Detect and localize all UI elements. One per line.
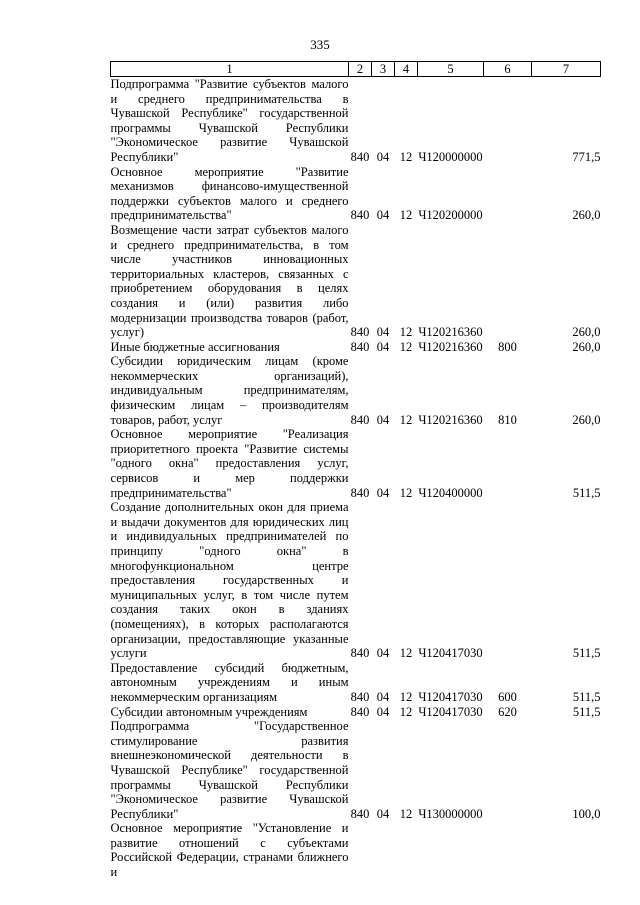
row-name: Подпрограмма "Развитие субъектов малого и среднего предпринимательства в Чувашской Республике" государственной программы Чувашской Республики "Экономическое развитие Чувашской Республики"	[110, 77, 349, 164]
table-row	[111, 719, 601, 821]
row-section: 04	[376, 325, 390, 340]
row-target-article: Ч120216360	[418, 412, 483, 427]
row-expense-type	[484, 77, 532, 165]
row-expense-type	[484, 719, 532, 821]
row-ministry-code: 840	[350, 689, 370, 704]
header-col-4: 4	[395, 62, 418, 77]
row-subsection: 12	[399, 646, 413, 661]
row-section: 04	[376, 412, 390, 427]
row-expense-type	[484, 223, 532, 340]
header-col-3: 3	[372, 62, 395, 77]
row-target-article: Ч120000000	[418, 149, 483, 164]
row-section: 04	[376, 646, 390, 661]
row-amount: 511,5	[572, 646, 601, 661]
row-name: Основное мероприятие "Развитие механизмов финансово-имущественной поддержки субъектов малого и среднего предпринимательства"	[110, 164, 349, 223]
table-row	[111, 223, 601, 340]
row-target-article: Ч120216360	[418, 339, 483, 354]
row-ministry-code: 840	[350, 485, 370, 500]
row-ministry-code: 840	[350, 325, 370, 340]
row-section	[372, 821, 395, 879]
row-amount: 100,0	[572, 806, 601, 821]
budget-table	[110, 61, 601, 880]
table-row	[111, 500, 601, 661]
row-amount	[532, 821, 601, 879]
row-section: 04	[376, 485, 390, 500]
row-expense-type: 620	[498, 704, 517, 719]
row-expense-type	[484, 821, 532, 879]
row-name: Создание дополнительных окон для приема и выдачи документов для юридических лиц и индивидуальных предпринимателей по принципу "одного окна" в многофункциональном центре предоставления государственных и муниципальных услуг, в том числе путем создания таких окон в зданиях (помещениях), в которых располагаются организации, предоставляющие указанные услуги	[110, 500, 349, 661]
row-amount: 511,5	[572, 689, 601, 704]
table-row	[111, 705, 601, 720]
row-subsection: 12	[399, 149, 413, 164]
row-expense-type	[484, 427, 532, 500]
row-ministry-code: 840	[350, 149, 370, 164]
row-amount: 511,5	[572, 704, 601, 719]
row-target-article: Ч120417030	[418, 646, 483, 661]
table-row	[111, 661, 601, 705]
row-ministry-code: 840	[350, 806, 370, 821]
row-section: 04	[376, 689, 390, 704]
row-target-article: Ч120200000	[418, 208, 483, 223]
header-col-5: 5	[418, 62, 484, 77]
row-section: 04	[376, 339, 390, 354]
row-subsection: 12	[399, 325, 413, 340]
row-subsection: 12	[399, 208, 413, 223]
row-ministry-code: 840	[350, 208, 370, 223]
row-expense-type	[484, 500, 532, 661]
row-name: Основное мероприятие "Реализация приоритетного проекта "Развитие системы "одного окна" предоставления услуг, сервисов и мер поддержки предпринимательства"	[110, 427, 349, 500]
table-row	[111, 165, 601, 223]
row-target-article: Ч120400000	[418, 485, 483, 500]
row-section: 04	[376, 806, 390, 821]
table-row	[111, 427, 601, 500]
table-row	[111, 340, 601, 355]
header-col-7: 7	[532, 62, 601, 77]
row-ministry-code	[349, 821, 372, 879]
row-ministry-code: 840	[350, 339, 370, 354]
row-subsection: 12	[399, 689, 413, 704]
row-expense-type: 810	[498, 412, 517, 427]
table-row	[111, 77, 601, 165]
table-row	[111, 821, 601, 879]
row-subsection: 12	[399, 339, 413, 354]
row-expense-type: 800	[498, 339, 517, 354]
row-name: Субсидии юридическим лицам (кроме некоммерческих организаций), индивидуальным предпринимателям, физическим лицам – производителям товаров, работ, услуг	[110, 354, 349, 427]
column-number-header	[111, 62, 601, 77]
row-subsection: 12	[399, 485, 413, 500]
row-subsection	[395, 821, 418, 879]
row-amount: 260,0	[572, 412, 601, 427]
row-subsection: 12	[399, 806, 413, 821]
row-name: Субсидии автономным учреждениям	[110, 704, 308, 719]
header-col-2: 2	[349, 62, 372, 77]
row-name: Возмещение части затрат субъектов малого и среднего предпринимательства, в том числе участников инновационных территориальных кластеров, связанных с приобретением оборудования в целях создания и (или) развития либо модернизации производства товаров (работ, услуг)	[110, 222, 349, 340]
page-number: 335	[310, 37, 330, 52]
row-amount: 260,0	[572, 325, 601, 340]
row-target-article: Ч120417030	[418, 704, 483, 719]
row-expense-type	[484, 165, 532, 223]
row-name: Иные бюджетные ассигнования	[110, 339, 280, 354]
row-subsection: 12	[399, 412, 413, 427]
row-name: Подпрограмма "Государственное стимулирование развития внешнеэкономической деятельности в Чувашской Республике" государственной программы Чувашской Республики "Экономическое развитие Чувашской Республики"	[110, 719, 349, 821]
row-amount: 260,0	[572, 208, 601, 223]
row-amount: 771,5	[572, 149, 601, 164]
row-amount: 511,5	[572, 485, 601, 500]
row-ministry-code: 840	[350, 704, 370, 719]
header-col-6: 6	[484, 62, 532, 77]
table-row	[111, 354, 601, 427]
row-amount: 260,0	[572, 339, 601, 354]
row-section: 04	[376, 704, 390, 719]
row-target-article: Ч120417030	[418, 689, 483, 704]
row-name: Предоставление субсидий бюджетным, автономным учреждениям и иным некоммерческим организациям	[110, 660, 349, 704]
header-col-1: 1	[111, 62, 349, 77]
row-section: 04	[376, 149, 390, 164]
row-target-article: Ч120216360	[418, 325, 483, 340]
row-target-article: Ч130000000	[418, 806, 483, 821]
row-ministry-code: 840	[350, 412, 370, 427]
row-expense-type: 600	[498, 689, 517, 704]
row-section: 04	[376, 208, 390, 223]
row-ministry-code: 840	[350, 646, 370, 661]
row-subsection: 12	[399, 704, 413, 719]
row-name: Основное мероприятие "Установление и развитие отношений с субъектами Российской Федерации, странами ближнего и	[110, 821, 349, 880]
row-target-article	[418, 821, 484, 879]
